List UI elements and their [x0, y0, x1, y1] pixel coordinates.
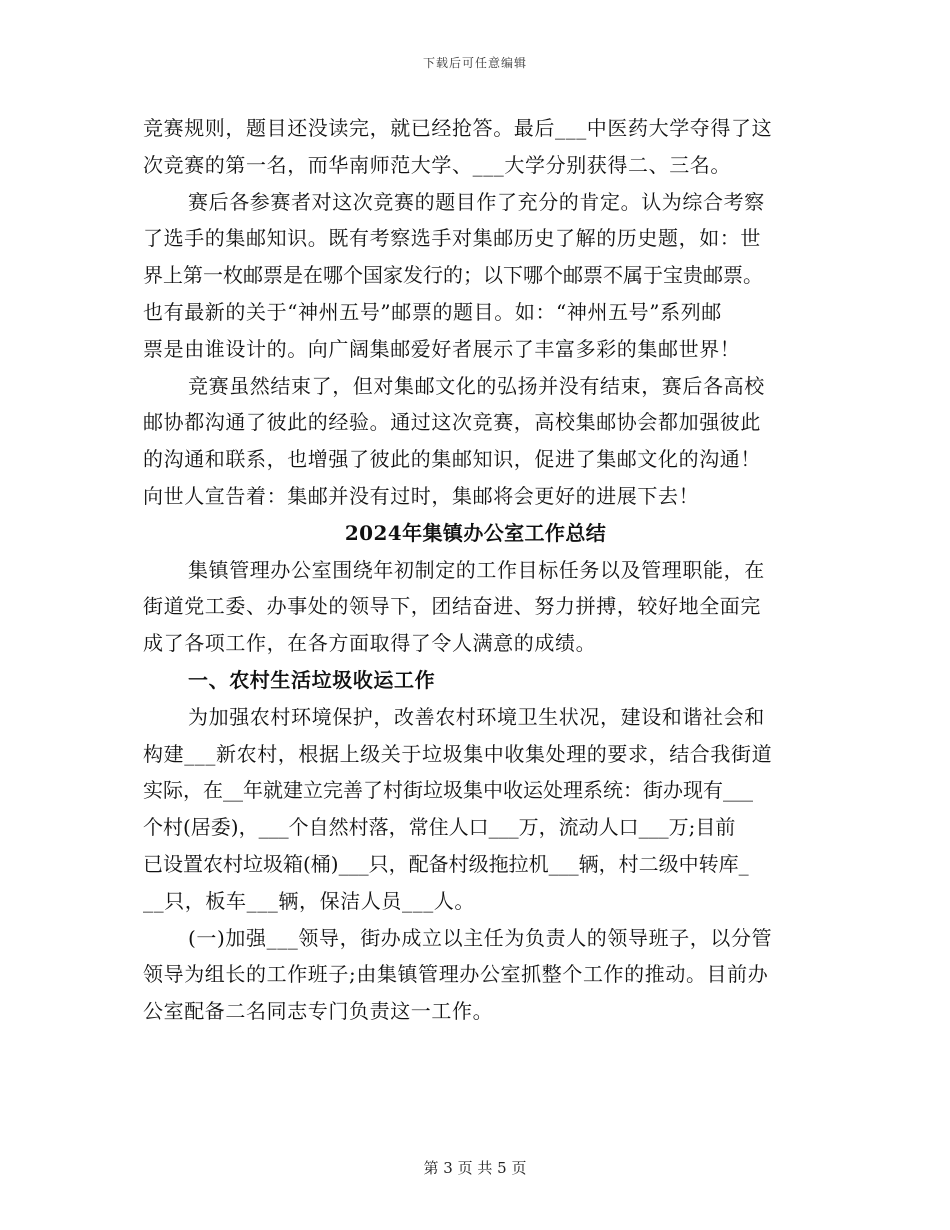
text-line: __只，板车___辆，保洁人员___人。: [143, 888, 475, 913]
text-line: 实际，在__年就建立完善了村街垃圾集中收运处理系统：街办现有___: [143, 778, 753, 803]
text-line: 集镇管理办公室围绕年初制定的工作目标任务以及管理职能，在: [188, 557, 765, 582]
text-line: 了选手的集邮知识。既有考察选手对集邮历史了解的历史题，如：世: [143, 226, 761, 251]
text-line: 邮协都沟通了彼此的经验。通过这次竞赛，高校集邮协会都加强彼此: [143, 410, 761, 435]
text-line: 领导为组长的工作班子;由集镇管理办公室抓整个工作的推动。目前办: [143, 962, 769, 987]
text-line: 为加强农村环境保护，改善农村环境卫生状况，建设和谐社会和: [188, 704, 765, 729]
text-line: (一)加强___领导，街办成立以主任为负责人的领导班子，以分管: [188, 925, 773, 950]
text-line: 界上第一枚邮票是在哪个国家发行的；以下哪个邮票不属于宝贵邮票。: [143, 263, 763, 288]
text-line: 次竞赛的第一名，而华南师范大学、___大学分别获得二、三名。: [143, 152, 731, 177]
text-line: 成了各项工作，在各方面取得了令人满意的成绩。: [143, 631, 597, 656]
page-number: 第 3 页 共 5 页: [423, 1159, 527, 1177]
text-line: 公室配备二名同志专门负责这一工作。: [143, 999, 494, 1024]
text-line: 的沟通和联系，也增强了彼此的集邮知识，促进了集邮文化的沟通！: [143, 447, 761, 472]
text-line: 构建___新农村，根据上级关于垃圾集中收集处理的要求，结合我街道: [143, 741, 773, 766]
text-line: 个村(居委)，___个自然村落，常住人口___万，流动人口___万;目前: [143, 815, 736, 840]
document-body: [143, 110, 808, 1030]
subsection-heading: 一、农村生活垃圾收运工作: [188, 667, 436, 692]
text-line: 竞赛规则，题目还没读完，就已经抢答。最后___中医药大学夺得了这: [143, 116, 773, 140]
text-line: 街道党工委、办事处的领导下，团结奋进、努力拼搏，较好地全面完: [143, 594, 761, 619]
section-title: 2024年集镇办公室工作总结: [344, 520, 607, 545]
text-line: 票是由谁设计的。向广阔集邮爱好者展示了丰富多彩的集邮世界！: [143, 336, 741, 361]
text-line: 赛后各参赛者对这次竞赛的题目作了充分的肯定。认为综合考察: [188, 189, 765, 214]
text-line: 已设置农村垃圾箱(桶)___只，配备村级拖拉机___辆，村二级中转库_: [143, 851, 749, 876]
text-line: 也有最新的关于“神州五号”邮票的题目。如：“神州五号”系列邮: [143, 299, 722, 324]
text-line: 竞赛虽然结束了，但对集邮文化的弘扬并没有结束，赛后各高校: [188, 373, 765, 398]
text-line: 向世人宣告着：集邮并没有过时，集邮将会更好的进展下去！: [143, 483, 700, 508]
page-header-note: 下载后可任意编辑: [422, 56, 527, 70]
